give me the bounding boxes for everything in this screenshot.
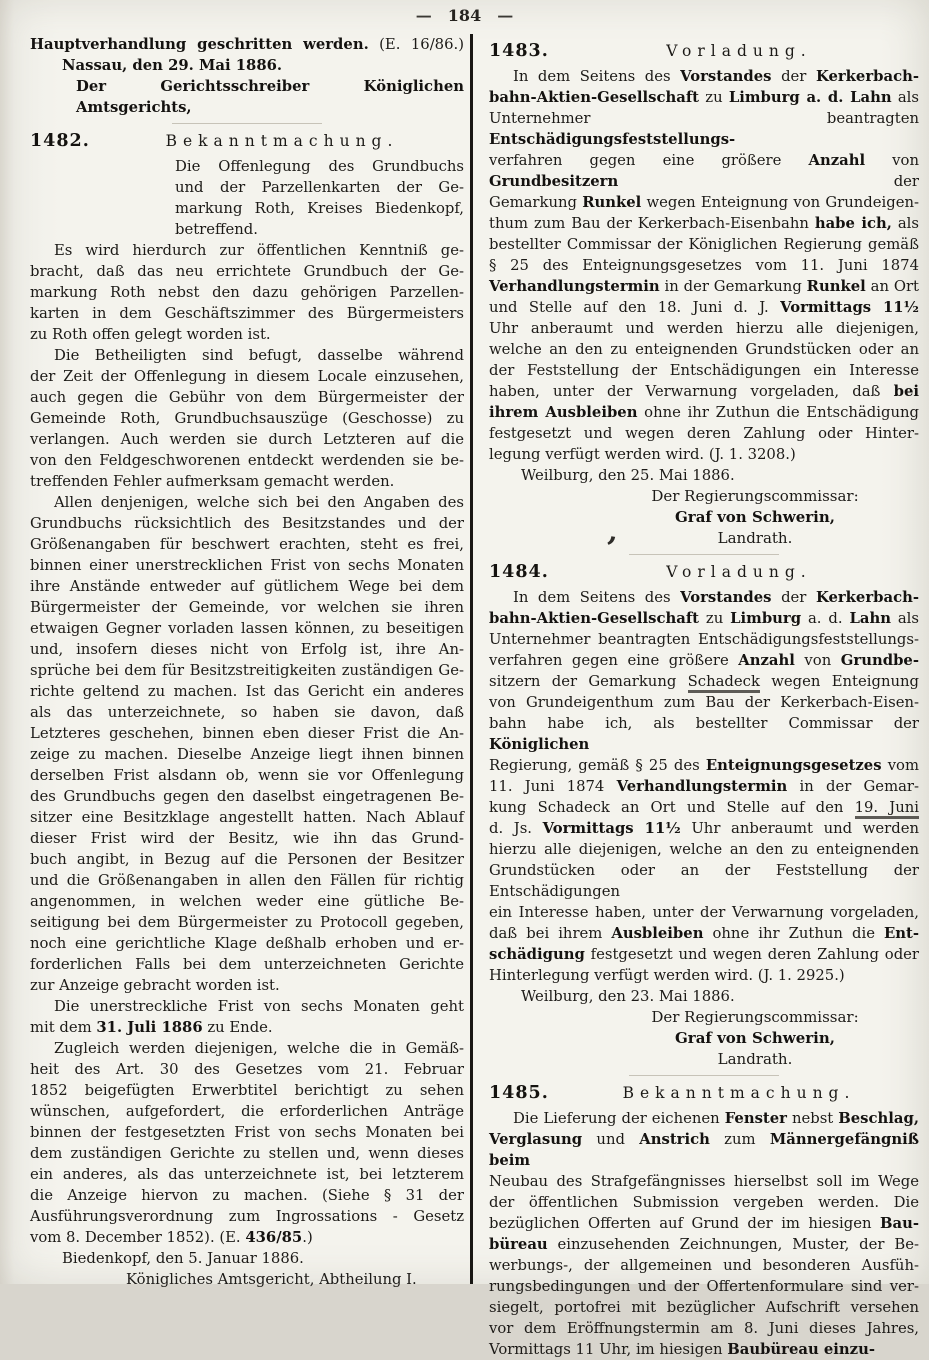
text-line: binnen einer unerstrecklichen Frist von sechs Monaten [30,557,464,574]
text-line: von den Feldgeschworenen entdeckt werdenden sie be- [30,452,464,469]
carryover-text [30,34,464,118]
text-line: ein Interesse haben, unter der Verwarnung vorgeladen, [489,904,919,921]
text-line: verlangen. Auch werden sie durch Letzteren auf die [30,431,464,448]
pen-mark-comma: , [606,514,622,549]
notice-number: 1483. [489,41,549,61]
text-line: heit des Art. 30 des Gesetzes vom 21. Februar [30,1061,464,1078]
text-line: der Zeit der Offenlegung in diesem Locale einzusehen, [30,368,464,385]
text-line: als das unterzeichnete, so haben sie davon, daß [30,704,464,721]
text-line: zur Anzeige gebracht worden ist. [30,977,280,994]
text-line: Vormittags 11 Uhr, im hiesigen Baubüreau einzu- [489,1341,875,1358]
text-line: wünschen, aufgefordert, die erforderlichen Anträge [30,1103,464,1120]
text-line: Landrath. [717,1050,793,1068]
text-line: treffenden Fehler aufmerksam gemacht werden. [30,473,395,490]
text-line: dieser Frist wird der Besitz, wie ihn das Grund- [30,830,464,847]
closing-lines [30,1248,464,1290]
text-line: § 25 des Enteignungsgesetzes vom 11. Juni 1874 [489,257,919,274]
text-line: Der Regierungscommissar: [651,487,859,505]
section-divider [629,554,779,555]
page-header [0,6,929,25]
text-line: derselben Frist alsdann ob, wenn sie vor Offenlegung [30,767,464,784]
text-line: d. Js. Vormittags 11½ Uhr anberaumt und werden [489,820,919,837]
text-line: Landrath. [717,529,793,547]
paragraph [489,66,919,465]
text-line: Es wird hierdurch zur öffentlichen Kenntniß ge- [54,242,464,259]
text-line: Größenangaben für beschwert erachten, steht es frei, [30,536,464,553]
text-line: Hauptverhandlung geschritten werden. (E. 16/86.) [30,36,464,53]
notice-1482 [30,131,464,1290]
text-line: vom 8. December 1852). (E. 436/85.) [30,1229,313,1246]
text-line: buch angibt, in Bezug auf die Personen der Besitzer [30,851,464,868]
text-line: Ausführungsverordnung zum Ingrossations - Gesetz [30,1208,464,1225]
subject-block [175,156,464,240]
signature-block [605,1007,905,1070]
text-line: zeige zu machen. Dieselbe Anzeige liegt ihnen binnen [30,746,464,763]
text-line: Regierung, gemäß § 25 des Enteignungsgesetzes vom [489,757,919,774]
text-line: daß bei ihrem Ausbleiben ohne ihr Zuthun die Ent- [489,925,919,942]
paragraph [30,1038,464,1248]
notice-heading [30,131,464,152]
notice-title: Vorladung. [666,42,812,60]
paragraph [489,1108,919,1360]
text-line: Zugleich werden diejenigen, welche die in Gemäß- [54,1040,464,1057]
notice-title: Vorladung. [666,563,812,581]
notice-number: 1484. [489,562,549,582]
text-line: etwaigen Gegner vorladen lassen können, zu beseitigen [30,620,464,637]
notice-title: Bekanntmachung. [165,132,399,150]
notice-heading [489,1083,919,1104]
text-line: Graf von Schwerin, [674,1029,835,1047]
text-line: Uhr anberaumt und werden hierzu alle diejenigen, [489,320,919,337]
text-line: bahn-Aktien-Gesellschaft zu Limburg a. d. Lahn als [489,610,920,627]
text-line: Neubau des Strafgefängnisses hierselbst soll im Wege [489,1173,919,1190]
notice-title: Bekanntmachung. [622,1084,856,1102]
paragraph [30,996,464,1038]
right-column [489,34,919,1360]
text-line: Gemeinde Roth, Grundbuchsauszüge (Geschosse) zu [30,410,464,427]
text-line: und, insofern dieses nicht von Erfolg ist, ihre An- [30,641,464,658]
text-line: In dem Seitens des Vorstandes der Kerkerbach- [513,589,919,606]
text-line: seitigung bei dem Bürgermeister zu Protocoll gegeben, [30,914,464,931]
text-line: karten in dem Geschäftszimmer des Bürgermeisters [30,305,464,322]
text-line: ein anderes, als das unterzeichnete ist, bei letzterem [30,1166,464,1183]
text-line: bestellter Commissar der Königlichen Regierung gemäß [489,236,919,253]
text-line: 1852 beigefügten Erwerbtitel berichtigt zu sehen [30,1082,464,1099]
paragraph [30,240,464,345]
text-line: Verglasung und Anstrich zum Männergefängniß beim [489,1131,919,1169]
text-line: Verhandlungstermin in der Gemarkung Runkel an Ort [489,278,919,295]
text-line: haben, unter der Verwarnung vorgeladen, daß bei [489,383,919,400]
signature-lines [605,1007,905,1070]
text-line: bezüglichen Offerten auf Grund der im hiesigen Bau- [489,1215,919,1232]
text-line: forderlichen Falls bei dem unterzeichneten Gerichte [30,956,464,973]
text-line: bahn habe ich, als bestellter Commissar der Königlichen [489,715,919,753]
text-line: kung Schadeck an Ort und Stelle auf den 19. Juni [489,799,919,816]
section-divider [172,123,322,124]
notice-1483 [489,41,919,549]
header-left-dash: — [415,6,432,25]
paragraph [30,345,464,492]
text-line: richte geltend zu machen. Ist das Gericht ein anderes [30,683,464,700]
text-line: zu Roth offen gelegt worden ist. [30,326,271,343]
notice-heading [489,562,919,583]
text-line: Graf von Schwerin, [674,508,835,526]
text-line: büreau einzusehenden Zeichnungen, Muster, der Be- [489,1236,919,1253]
text-line: hierzu alle diejenigen, welche an den zu enteignenden [489,841,919,858]
text-line: verfahren gegen eine größere Anzahl von Grundbe- [489,652,919,669]
text-line: Hinterlegung verfügt werden wird. (J. 1. 2925.) [489,967,845,984]
text-line: und Stelle auf den 18. Juni d. J. Vormittags 11½ [489,299,919,316]
text-line: Königliches Amtsgericht, Abtheilung I. [126,1271,417,1288]
notice-number: 1482. [30,131,90,151]
text-line: Weilburg, den 25. Mai 1886. [521,467,735,484]
text-line: der Feststellung der Entschädigungen ein Interesse [489,362,919,379]
notice-1485 [489,1083,919,1360]
text-line: und der Parzellenkarten der Ge- [175,179,464,196]
text-line: Grundbuchs rücksichtlich des Besitzstandes und der [30,515,464,532]
text-line: sprüche bei dem für Besitzstreitigkeiten zuständigen Ge- [30,662,464,679]
text-line: thum zum Bau der Kerkerbach-Eisenbahn habe ich, als [489,215,919,232]
text-line: Grundstücken oder an der Feststellung der Entschädigungen [489,862,919,900]
text-line: vor dem Eröffnungstermin am 8. Juni dieses Jahres, [489,1320,919,1337]
notice-number: 1485. [489,1083,549,1103]
text-line: die Anzeige hiervon zu machen. (Siehe § 31 der [30,1187,464,1204]
text-line: Die Offenlegung des Grundbuchs [175,158,464,175]
text-line: bahn-Aktien-Gesellschaft zu Limburg a. d. Lahn als [489,89,919,106]
text-line: Allen denjenigen, welche sich bei den Angaben des [54,494,464,511]
notice-1484 [489,562,919,1070]
signature-block [605,486,905,549]
text-line: markung Roth, Kreises Biedenkopf, [175,200,464,217]
text-line: Bürgermeister der Gemeinde, vor welchen sie ihren [30,599,464,616]
text-line: schädigung festgesetzt und wegen deren Zahlung oder [489,946,919,963]
text-line: mit dem 31. Juli 1886 zu Ende. [30,1019,273,1036]
pen-underline: 19. Juni [854,799,919,816]
paragraph [489,587,919,986]
text-line: angenommen, in welchen weder eine gütliche Be- [30,893,464,910]
text-line: In dem Seitens des Vorstandes der Kerkerbach- [513,68,919,85]
text-line: siegelt, portofrei mit bezüglicher Aufschrift versehen [489,1299,919,1316]
column-divider [470,34,473,1284]
text-line: bracht, daß das neu errichtete Grundbuch der Ge- [30,263,464,280]
text-line: Gemarkung Runkel wegen Enteignung von Grundeigen- [489,194,919,211]
text-line: sitzern der Gemarkung Schadeck wegen Enteignung [489,673,920,690]
notice-heading [489,41,919,62]
text-line: der öffentlichen Submission vergeben werden. Die [489,1194,919,1211]
text-line: Nassau, den 29. Mai 1886. [62,57,283,74]
text-line: Die Lieferung der eichenen Fenster nebst Beschlag, [513,1110,919,1127]
text-line: legung verfügt werden wird. (J. 1. 3208.) [489,446,796,463]
text-line: noch eine gerichtliche Klage deßhalb erhoben und er- [30,935,464,952]
text-line: markung Roth nebst den dazu gehörigen Parzellen- [30,284,464,301]
text-line: ihrem Ausbleiben ohne ihr Zuthun die Entschädigung [489,404,919,421]
paragraph [30,492,464,996]
date-line [489,986,919,1007]
text-line: betreffend. [175,221,258,238]
notice-carryover [30,34,464,118]
text-line: von Grundeigenthum zum Bau der Kerkerbach-Eisen- [489,694,919,711]
text-line: rungsbedingungen und der Offertenformulare sind ver- [489,1278,919,1295]
text-line: werbungs-, der allgemeinen und besonderen Ausfüh- [489,1257,919,1274]
text-line: auch gegen die Gebühr von dem Bürgermeister der [30,389,464,406]
left-column [30,34,464,1290]
text-line: welche an den zu enteignenden Grundstücken oder an [489,341,919,358]
text-line: Der Gerichtsschreiber Königlichen Amtsgerichts, [76,78,464,116]
text-line: Letzteres geschehen, binnen eben dieser Frist die An- [30,725,464,742]
text-line: Die Betheiligten sind befugt, dasselbe während [54,347,464,364]
text-line: Biedenkopf, den 5. Januar 1886. [62,1250,304,1267]
text-line: verfahren gegen eine größere Anzahl von Grundbesitzern der [489,152,919,190]
text-line: Die unerstreckliche Frist von sechs Monaten geht [54,998,464,1015]
pen-underline: Schadeck [687,673,760,690]
text-line: festgesetzt und wegen deren Zahlung oder Hinter- [489,425,919,442]
text-line: und die Größenangaben in allen den Fällen für richtig [30,872,464,889]
text-line: Unternehmer beantragten Entschädigungsfeststellungs- [489,631,919,648]
date-line [489,465,919,486]
text-line: Weilburg, den 23. Mai 1886. [521,988,735,1005]
header-right-dash: — [497,6,514,25]
text-line: sitzer eine Besitzklage angestellt hatten. Nach Ablauf [30,809,464,826]
text-line: dem zuständigen Gerichte zu stellen und, wenn dieses [30,1145,464,1162]
text-line: ihre Anstände entweder auf gütlichem Wege bei dem [30,578,464,595]
text-line: des Grundbuchs gegen den daselbst eingetragenen Be- [30,788,464,805]
section-divider [629,1075,779,1076]
text-line: Unternehmer beantragten Entschädigungsfeststellungs- [489,110,919,148]
page-number: 184 [447,6,482,25]
signature-lines [605,486,905,549]
text-line: Der Regierungscommissar: [651,1008,859,1026]
text-line: binnen der festgesetzten Frist von sechs Monaten bei [30,1124,464,1141]
text-line: 11. Juni 1874 Verhandlungstermin in der Gemar- [489,778,919,795]
